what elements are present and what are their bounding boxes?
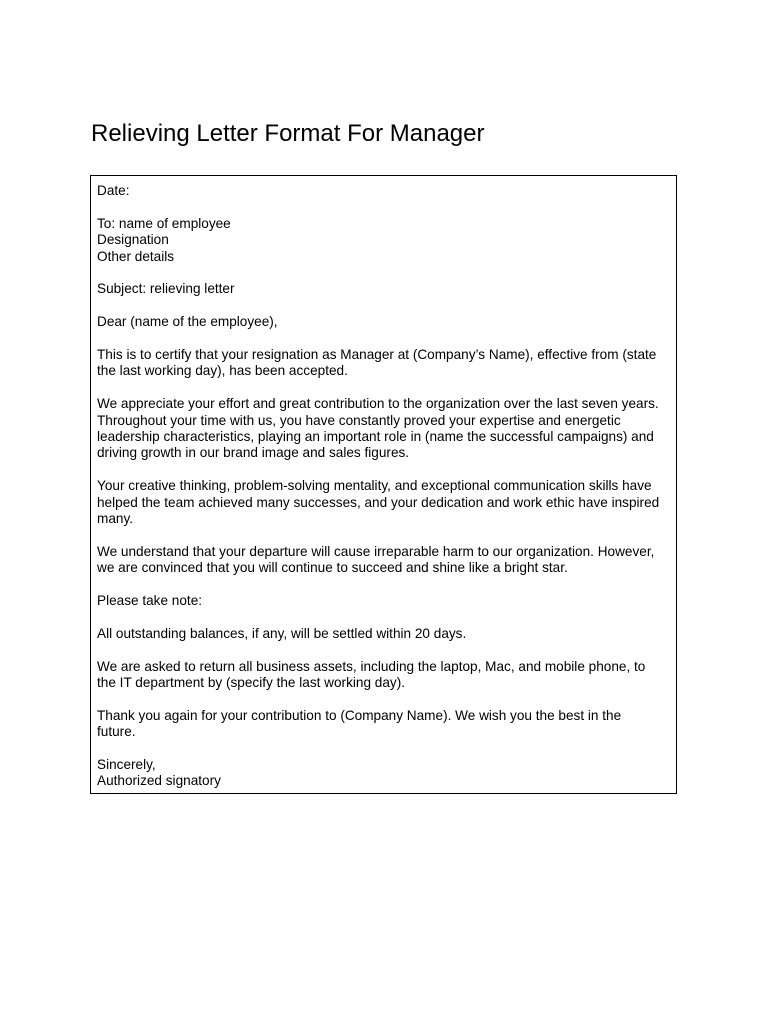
body-paragraph <box>97 396 670 462</box>
body-line: the IT department by (specify the last working day). <box>97 675 406 691</box>
recipient-block <box>97 216 670 265</box>
salutation-block <box>97 314 670 330</box>
body-paragraph <box>97 347 670 380</box>
body-line: Thank you again for your contribution to (Company Name). We wish you the best in the <box>97 707 622 723</box>
body-line: All outstanding balances, if any, will be settled within 20 days. <box>97 625 467 641</box>
closing-block <box>97 757 670 790</box>
body-paragraph <box>97 626 670 642</box>
body-line: Please take note: <box>97 593 203 609</box>
letter-box <box>90 175 677 794</box>
recipient-line: Designation <box>97 232 169 248</box>
body-paragraph <box>97 659 670 692</box>
salutation-line: Dear (name of the employee), <box>97 314 278 330</box>
body-line: many. <box>97 511 134 527</box>
body-paragraph <box>97 544 670 577</box>
body-line: leadership characteristics, playing an important role in (name the successful campaigns) and <box>97 429 654 445</box>
closing-line: Sincerely, <box>97 757 156 773</box>
recipient-line: Other details <box>97 248 175 264</box>
body-paragraph <box>97 708 670 741</box>
body-line: helped the team achieved many successes, and your dedication and work ethic have inspired <box>97 494 660 510</box>
date-block <box>97 183 670 199</box>
body-paragraph <box>97 478 670 527</box>
body-line: We appreciate your effort and great contribution to the organization over the last seven years. <box>97 396 659 412</box>
body-line: Your creative thinking, problem-solving mentality, and exceptional communication skills have <box>97 478 652 494</box>
recipient-line: To: name of employee <box>97 215 231 231</box>
document-title: Relieving Letter Format For Manager <box>91 120 485 147</box>
body-line: We are asked to return all business assets, including the laptop, Mac, and mobile phone, to <box>97 658 646 674</box>
body-line: driving growth in our brand image and sales figures. <box>97 445 410 461</box>
subject-line: Subject: relieving letter <box>97 281 235 297</box>
date-line: Date: <box>97 183 130 198</box>
body-line: the last working day), has been accepted. <box>97 363 348 379</box>
body-line: Throughout your time with us, you have constantly proved your expertise and energetic <box>97 412 621 428</box>
signatory-line: Authorized signatory <box>97 773 221 789</box>
body-line: We understand that your departure will cause irreparable harm to our organization. However, <box>97 543 655 559</box>
body-line: This is to certify that your resignation as Manager at (Company’s Name), effective from (state <box>97 347 657 362</box>
body-line: we are convinced that you will continue to succeed and shine like a bright star. <box>97 560 568 576</box>
subject-block <box>97 281 670 297</box>
body-line: future. <box>97 724 136 740</box>
body-paragraph <box>97 593 670 609</box>
